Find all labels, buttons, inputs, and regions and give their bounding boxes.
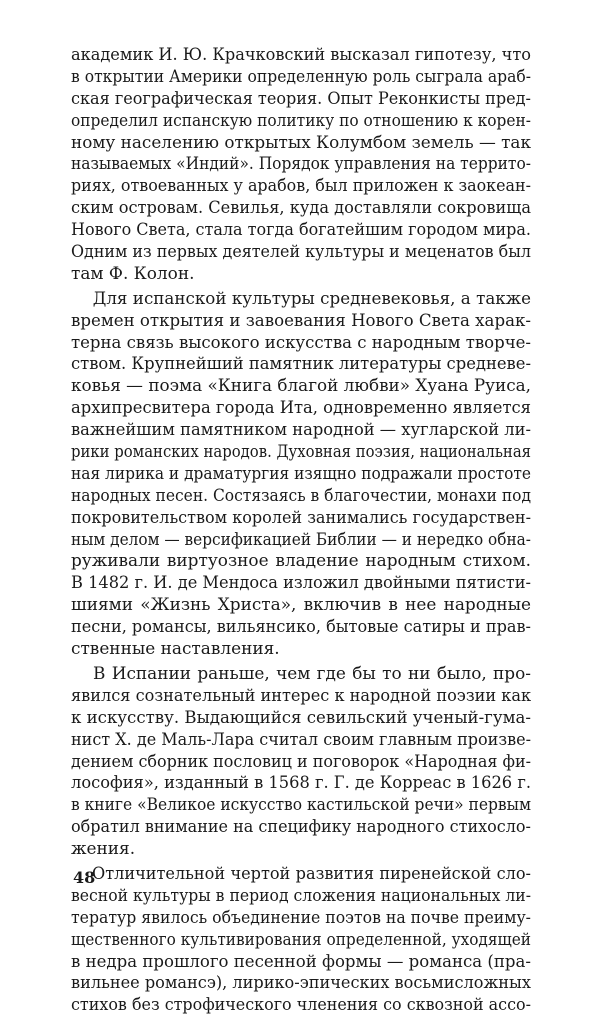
text-line: называемых «Индий». Порядок управления на террито- bbox=[71, 153, 531, 174]
text-line: ским островам. Севилья, куда доставляли сокровища bbox=[71, 197, 532, 218]
text-line: щественного культивирования определенной, уходящей bbox=[71, 928, 531, 949]
text-line: обратил внимание на специфику народного стихосло- bbox=[71, 816, 531, 837]
text-line: определил испанскую политику по отношению к корен- bbox=[71, 109, 532, 130]
text-line: лософия», изданный в 1568 г. Г. де Корреас в 1626 г. bbox=[71, 772, 532, 793]
paragraph-4 bbox=[71, 863, 531, 1016]
text-line: шиями «Жизнь Христа», включив в нее народные bbox=[71, 594, 532, 615]
text-line: ному населению открытых Колумбом земель — так bbox=[71, 131, 531, 152]
text-line: ковья — поэма «Книга благой любви» Хуана Руиса, bbox=[71, 375, 532, 396]
text-line: ственные наставления. bbox=[71, 638, 280, 659]
text-line: явился сознательный интерес к народной поэзии как bbox=[71, 684, 532, 705]
paragraph-3 bbox=[71, 663, 531, 860]
text-line: нист Х. де Маль-Лара считал своим главным произве- bbox=[71, 728, 531, 749]
text-line: к искусству. Выдающийся севильский ученый-гума- bbox=[71, 706, 531, 727]
text-line: Отличительной чертой развития пиренейской сло- bbox=[91, 862, 531, 883]
page-body bbox=[71, 44, 531, 1016]
text-line: стихов без строфического членения со сквозной ассо- bbox=[71, 994, 531, 1015]
text-line: ным делом — версификацией Библии — и нередко обна- bbox=[71, 528, 531, 549]
text-line: покровительством королей занимались государствен- bbox=[71, 506, 532, 527]
text-line: тератур явилось объединение поэтов на почве преиму- bbox=[71, 906, 531, 927]
text-line: песни, романсы, вильянсико, бытовые сатиры и прав- bbox=[71, 616, 531, 637]
text-line: в открытии Америки определенную роль сыграла араб- bbox=[71, 65, 532, 86]
text-line: в недра прошлого песенной формы — романса (пра- bbox=[71, 950, 531, 971]
text-line: ством. Крупнейший памятник литературы средневе- bbox=[71, 353, 531, 374]
text-line: Для испанской культуры средневековья, а также bbox=[92, 287, 531, 308]
text-line: рики романских народов. Духовная поэзия, национальная bbox=[71, 441, 532, 462]
text-line: риях, отвоеванных у арабов, был приложен к заокеан- bbox=[71, 175, 532, 196]
text-line: важнейшим памятником народной — хугларской ли- bbox=[71, 419, 531, 440]
text-line: там Ф. Колон. bbox=[71, 262, 195, 283]
text-line: дением сборник пословиц и поговорок «Народная фи- bbox=[71, 750, 531, 771]
paragraph-2 bbox=[71, 288, 531, 660]
text-line: В Испании раньше, чем где бы то ни было, про- bbox=[93, 662, 531, 683]
page-number: 48 bbox=[73, 868, 96, 887]
text-line: весной культуры в период сложения национальных ли- bbox=[71, 884, 531, 905]
text-line: академик И. Ю. Крачковский высказал гипотезу, что bbox=[71, 44, 531, 64]
text-line: руживали виртуозное владение народным стихом. bbox=[71, 550, 532, 571]
paragraph-1 bbox=[71, 44, 531, 285]
text-line: терна связь высокого искусства с народным творче- bbox=[71, 331, 532, 352]
text-line: жения. bbox=[71, 838, 136, 859]
text-line: В 1482 г. И. де Мендоса изложил двойными пятисти- bbox=[71, 572, 532, 593]
text-line: Нового Света, стала тогда богатейшим городом мира. bbox=[71, 219, 531, 240]
text-line: народных песен. Состязаясь в благочестии, монахи под bbox=[71, 484, 531, 505]
text-line: в книге «Великое искусство кастильской речи» первым bbox=[71, 794, 532, 815]
text-line: архипресвитера города Ита, одновременно является bbox=[71, 397, 532, 418]
text-line: ная лирика и драматургия изящно подражали простоте bbox=[71, 462, 532, 483]
text-line: вильнее романсэ), лирико-эпических восьмисложных bbox=[71, 972, 531, 993]
text-line: ская географическая теория. Опыт Реконкисты пред- bbox=[71, 87, 531, 108]
text-line: времен открытия и завоевания Нового Света харак- bbox=[71, 309, 531, 330]
text-line: Одним из первых деятелей культуры и меценатов был bbox=[71, 241, 531, 262]
